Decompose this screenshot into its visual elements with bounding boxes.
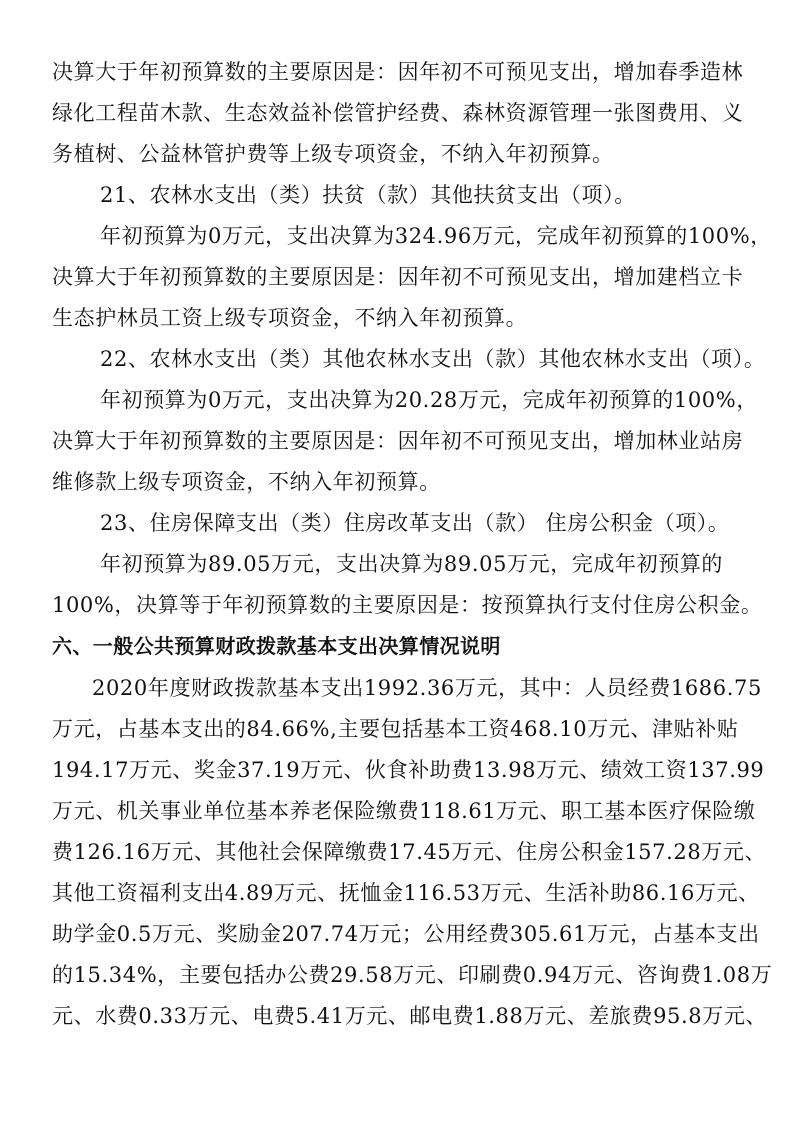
section-item-23: 23、住房保障支出（类）住房改革支出（款） 住房公积金（项）。 [100,511,730,535]
paragraph-line: 年初预算为89.05万元，支出决算为89.05万元，完成年初预算的 [100,552,724,576]
paragraph-line: 年初预算为0万元，支出决算为20.28万元，完成年初预算的100%， [100,388,758,412]
paragraph-line: 万元，占基本支出的84.66%,主要包括基本工资468.10万元、津贴补贴 [52,717,739,741]
section-heading: 六、一般公共预算财政拨款基本支出决算情况说明 [52,634,501,658]
paragraph-line: 务植树、公益林管护费等上级专项资金，不纳入年初预算。 [52,142,614,166]
paragraph-line: 万元、机关事业单位基本养老保险缴费118.61万元、职工基本医疗保险缴 [52,799,756,823]
paragraph-line: 100%，决算等于年初预算数的主要原因是：按预算执行支付住房公积金。 [52,593,763,617]
section-item-21: 21、农林水支出（类）扶贫（款）其他扶贫支出（项）。 [100,183,636,207]
paragraph-line: 决算大于年初预算数的主要原因是：因年初不可预见支出，增加春季造林 [52,60,744,84]
paragraph-line: 费126.16万元、其他社会保障缴费17.45万元、住房公积金157.28万元、 [52,840,767,864]
paragraph-line: 维修款上级专项资金，不纳入年初预算。 [52,470,441,494]
section-item-22: 22、农林水支出（类）其他农林水支出（款）其他农林水支出（项）。 [100,347,766,371]
paragraph-line: 助学金0.5万元、奖励金207.74万元；公用经费305.61万元，占基本支出 [52,922,760,946]
paragraph-line: 决算大于年初预算数的主要原因是：因年初不可预见支出，增加建档立卡 [52,265,744,289]
paragraph-line: 其他工资福利支出4.89万元、抚恤金116.53万元、生活补助86.16万元、 [52,881,760,905]
paragraph-line: 194.17万元、奖金37.19万元、伙食补助费13.98万元、绩效工资137.99 [52,758,765,782]
paragraph-line: 决算大于年初预算数的主要原因是：因年初不可预见支出，增加林业站房 [52,429,744,453]
paragraph-line: 生态护林员工资上级专项资金，不纳入年初预算。 [52,306,528,330]
paragraph-line: 元、水费0.33万元、电费5.41万元、邮电费1.88万元、差旅费95.8万元、 [52,1004,768,1028]
paragraph-line: 年初预算为0万元，支出决算为324.96万元，完成年初预算的100%， [100,224,772,248]
paragraph-line: 的15.34%，主要包括办公费29.58万元、印刷费0.94万元、咨询费1.08万 [52,963,773,987]
paragraph-line: 绿化工程苗木款、生态效益补偿管护经费、森林资源管理一张图费用、义 [52,101,744,125]
paragraph-line: 2020年度财政拨款基本支出1992.36万元，其中：人员经费1686.75 [92,676,762,700]
